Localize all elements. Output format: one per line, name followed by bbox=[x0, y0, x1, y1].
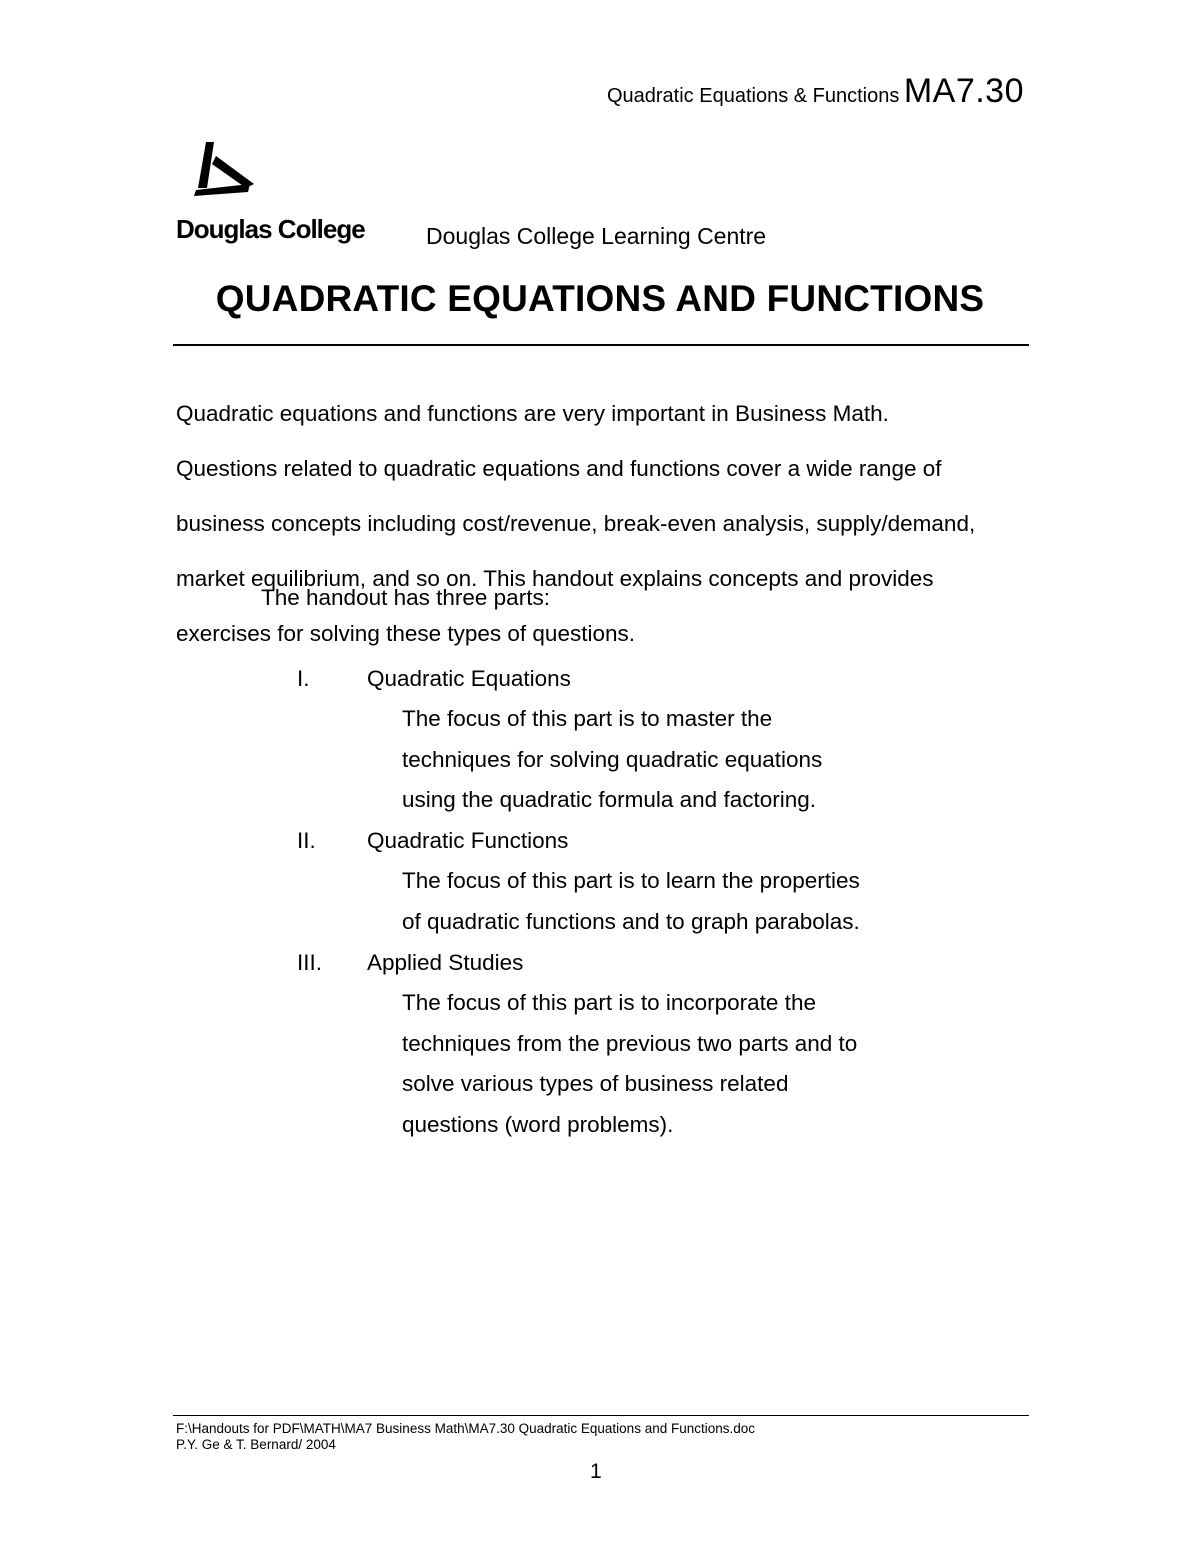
learning-centre-name: Douglas College Learning Centre bbox=[426, 223, 767, 249]
douglas-college-logo-icon bbox=[194, 140, 256, 205]
part-title-2: Quadratic Functions bbox=[367, 828, 569, 853]
intro-paragraph bbox=[176, 372, 1036, 675]
part-3-description-line: questions (word problems). bbox=[402, 1112, 674, 1137]
part-1-description-line: The focus of this part is to master the bbox=[402, 706, 773, 731]
part-3-description-line: techniques from the previous two parts and to bbox=[402, 1031, 858, 1056]
header-code: MA7.30 bbox=[903, 72, 1024, 110]
part-1-description-line: techniques for solving quadratic equations bbox=[402, 747, 823, 772]
footer-authors: P.Y. Ge & T. Bernard/ 2004 bbox=[176, 1437, 336, 1452]
part-2-description-line: The focus of this part is to learn the properties bbox=[402, 868, 860, 893]
intro-line: exercises for solving these types of questions. bbox=[176, 620, 635, 646]
footer-divider bbox=[173, 1415, 1029, 1416]
intro-line: Quadratic equations and functions are very important in Business Math. bbox=[176, 400, 889, 426]
intro-line: business concepts including cost/revenue, break-even analysis, supply/demand, bbox=[176, 510, 976, 536]
logo-wordmark: Douglas College bbox=[176, 214, 365, 244]
part-2-description-line: of quadratic functions and to graph parabolas. bbox=[402, 909, 860, 934]
part-3-description-line: The focus of this part is to incorporate the bbox=[402, 990, 816, 1015]
part-number-3: III. bbox=[297, 950, 323, 975]
title-divider bbox=[173, 344, 1029, 346]
page-number: 1 bbox=[590, 1460, 602, 1483]
part-title-1: Quadratic Equations bbox=[367, 666, 571, 691]
part-number-1: I. bbox=[297, 666, 310, 691]
part-3-description-line: solve various types of business related bbox=[402, 1071, 789, 1096]
part-1-description-line: using the quadratic formula and factoring. bbox=[402, 787, 816, 812]
running-header bbox=[607, 74, 1024, 108]
part-number-2: II. bbox=[297, 828, 316, 853]
header-subject: Quadratic Equations & Functions bbox=[606, 85, 900, 107]
parts-intro: The handout has three parts: bbox=[261, 585, 550, 610]
part-title-3: Applied Studies bbox=[367, 950, 524, 975]
footer-file-path: F:\Handouts for PDF\MATH\MA7 Business Math\MA7.30 Quadratic Equations and Functions.doc bbox=[176, 1421, 756, 1436]
intro-line: market equilibrium, and so on. This handout explains concepts and provides bbox=[176, 565, 934, 591]
document-title: QUADRATIC EQUATIONS AND FUNCTIONS bbox=[215, 278, 985, 319]
intro-line: Questions related to quadratic equations and functions cover a wide range of bbox=[176, 455, 942, 481]
